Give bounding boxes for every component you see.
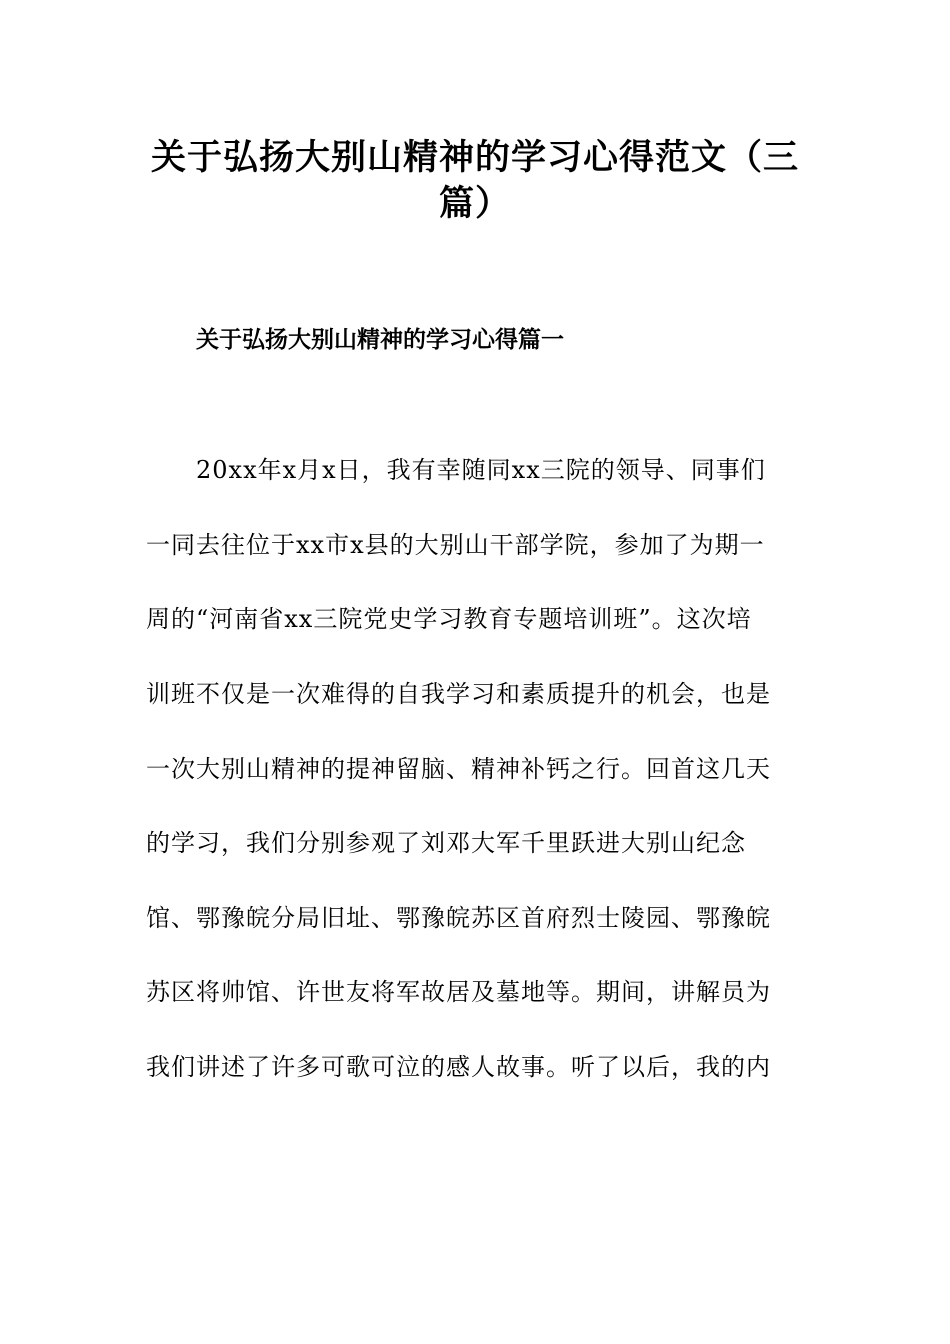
document-title-line-2: 篇） [438,184,511,224]
body-text-line: 20xx年x月x日，我有幸随同xx三院的领导、同事们 [146,456,766,484]
body-text-line: 一同去往位于xx市x县的大别山干部学院，参加了为期一 [146,531,765,559]
body-text-line: 周的“河南省xx三院党史学习教育专题培训班”。这次培 [146,605,752,633]
section-heading: 关于弘扬大别山精神的学习心得篇一 [196,327,564,353]
body-text-line: 苏区将帅馆、许世友将军故居及墓地等。期间，讲解员为 [146,978,771,1006]
body-text-line: 我们讲述了许多可歌可泣的感人故事。听了以后，我的内 [146,1053,771,1081]
body-text-line: 的学习，我们分别参观了刘邓大军千里跃进大别山纪念 [146,829,746,857]
document-title-line-1: 关于弘扬大别山精神的学习心得范文（三 [150,138,799,178]
body-text-line: 一次大别山精神的提神留脑、精神补钙之行。回首这几天 [146,755,771,783]
body-text-line: 训班不仅是一次难得的自我学习和素质提升的机会，也是 [146,680,771,708]
body-text-line: 馆、鄂豫皖分局旧址、鄂豫皖苏区首府烈士陵园、鄂豫皖 [146,904,771,932]
